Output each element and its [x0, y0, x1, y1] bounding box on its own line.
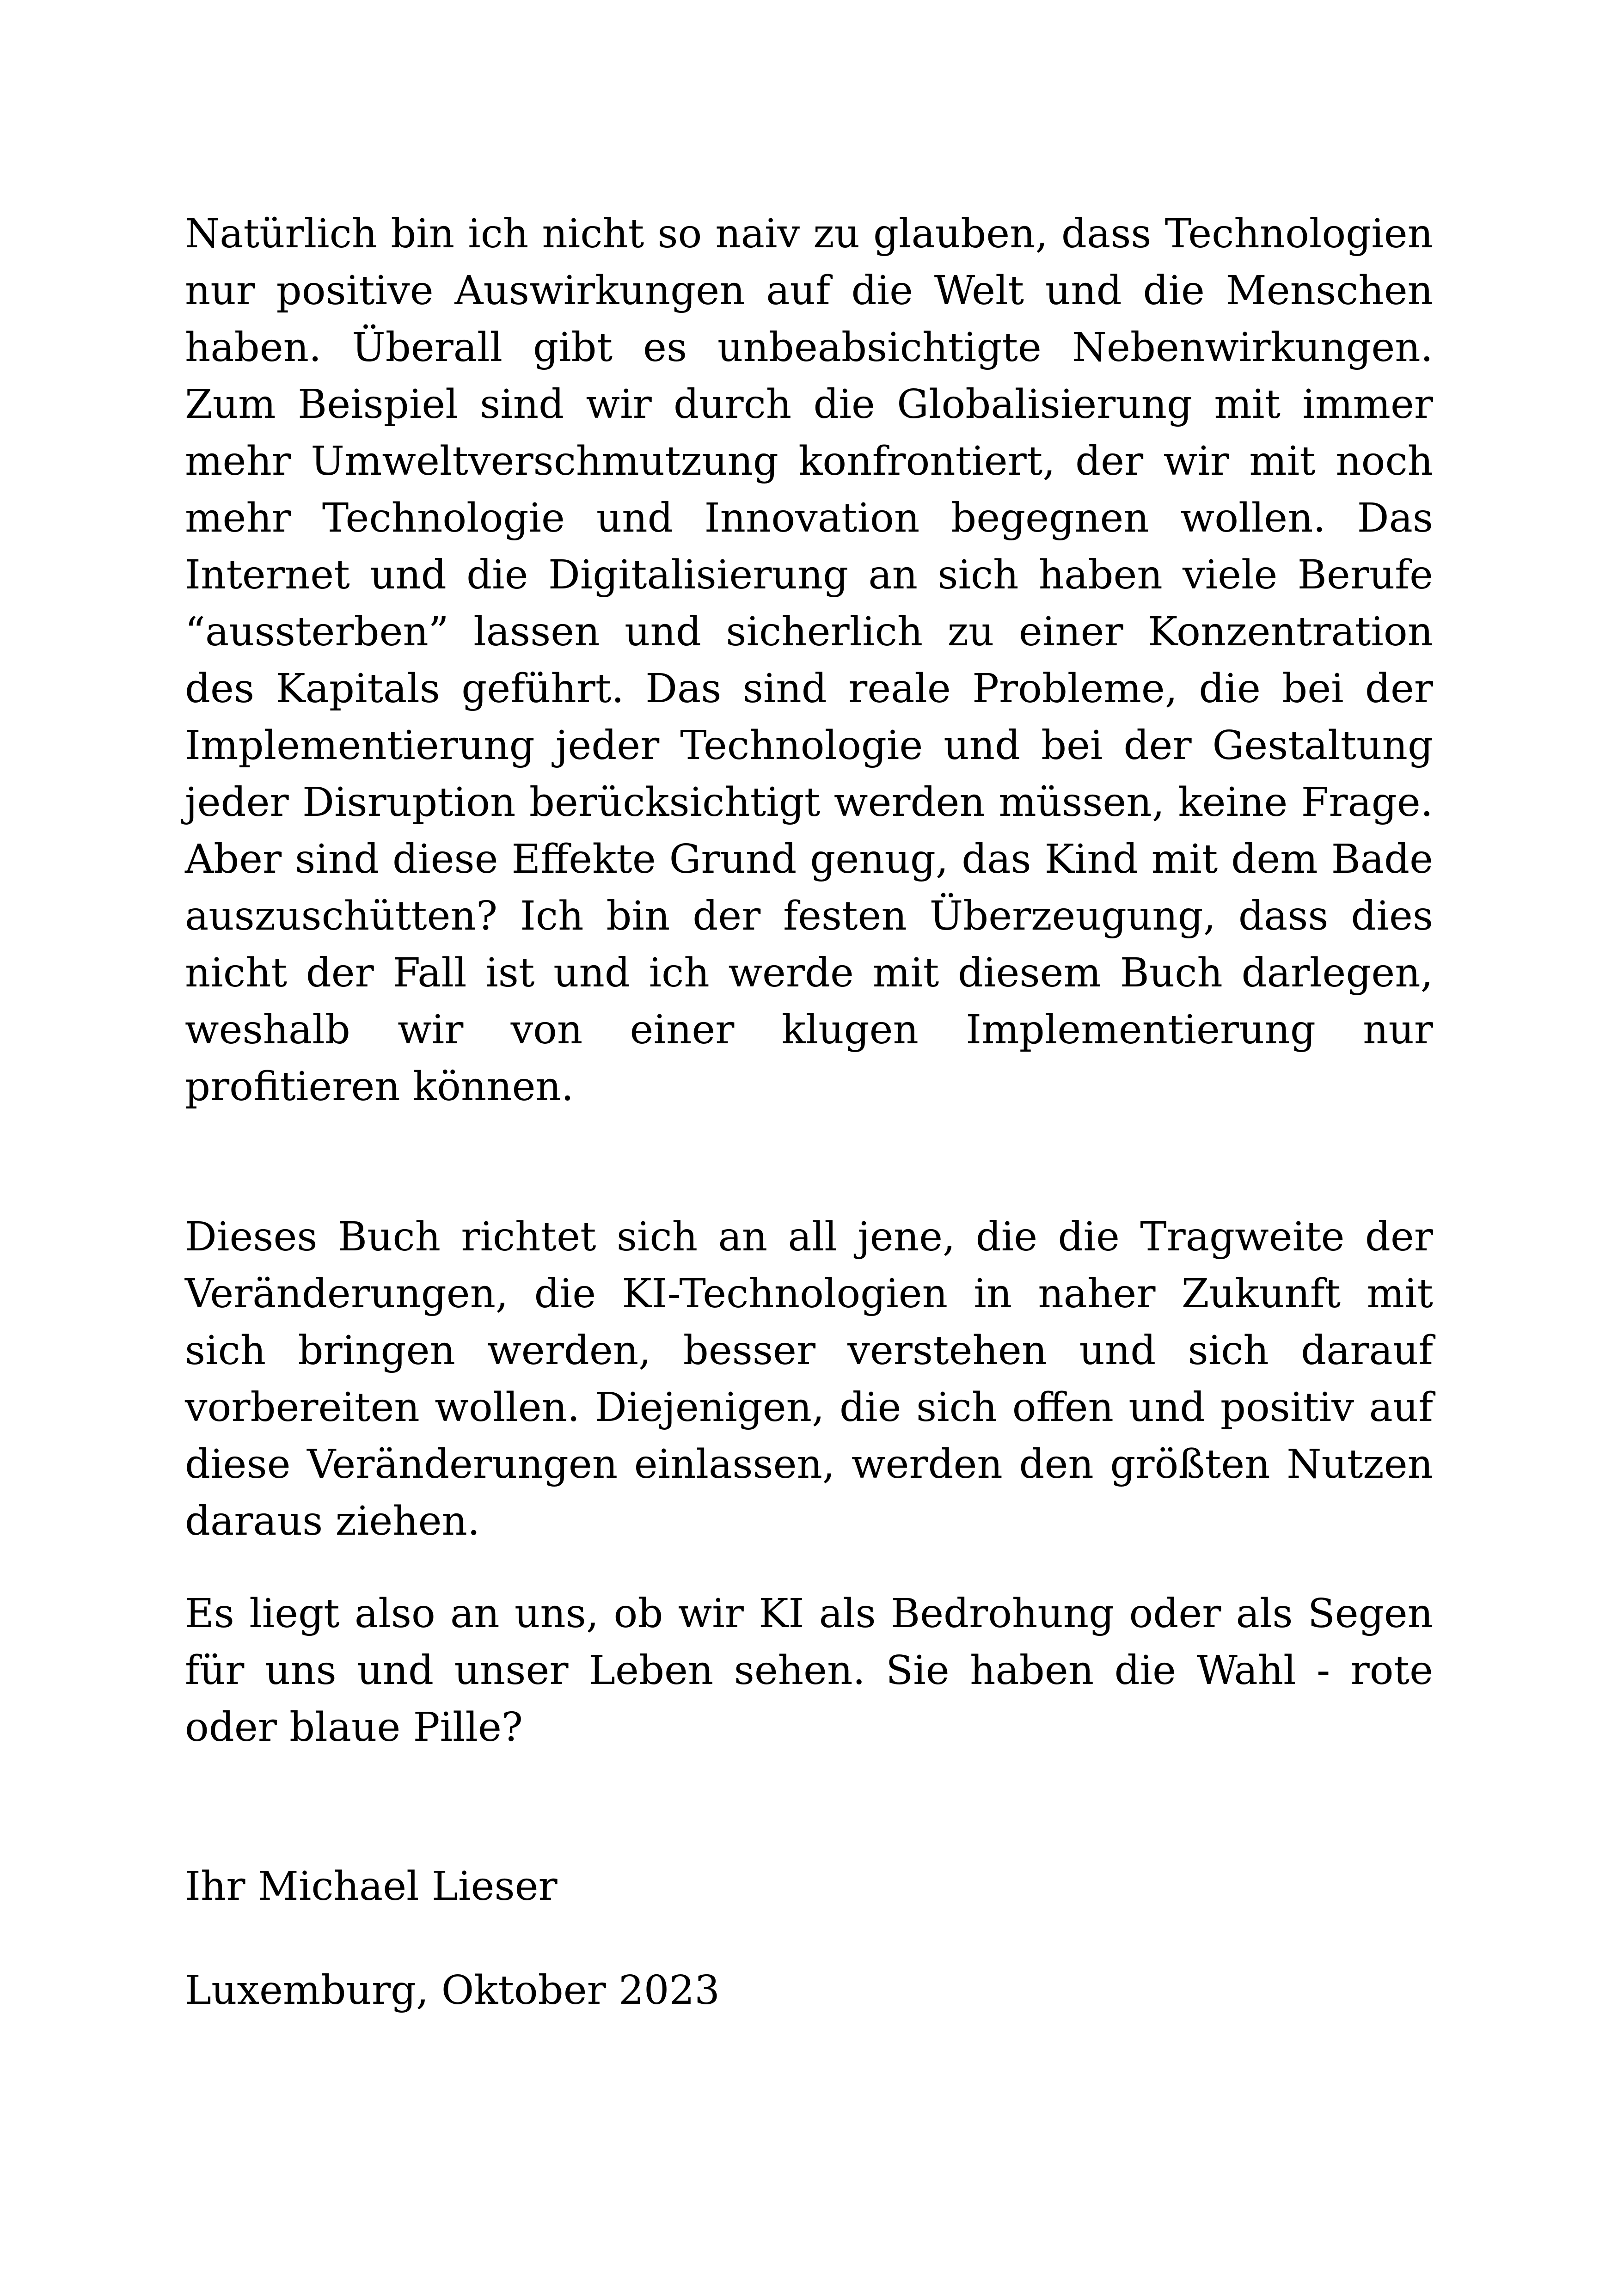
paragraph-text: Es liegt also an uns, ob wir KI als Bedrohung oder als Segen für uns und unser Leben sehen. Sie haben die Wahl - rote oder blaue Pille?: [185, 1591, 1433, 1751]
body-paragraph-1: [185, 206, 1433, 1115]
body-paragraph-3: [185, 1586, 1433, 1756]
paragraph-text: Natürlich bin ich nicht so naiv zu glauben, dass Technologien nur positive Auswirkungen auf die Welt und die Menschen haben. Überall gibt es unbeabsichtigte Nebenwirkungen. Zum Beispiel sind wir durch die Globalisierung mit immer mehr Umweltverschmutzung konfrontiert, der wir mit noch mehr Technologie und Innovation begegnen wollen. Das Internet und die Digitalisierung an sich haben viele Berufe “aussterben” lassen und sicherlich zu einer Konzentration des Kapitals geführt. Das sind reale Probleme, die bei der Implementierung jeder Technologie und bei der Gestaltung jeder Disruption berücksichtigt werden müssen, keine Frage. Aber sind diese Effekte Grund genug, das Kind mit dem Bade auszuschütten? Ich bin der festen Überzeugung, dass dies nicht der Fall ist und ich werde mit diesem Buch darlegen, weshalb wir von einer klugen Implementierung nur profitieren können.: [185, 211, 1433, 1110]
paragraph-text: Dieses Buch richtet sich an all jene, die die Tragweite der Veränderungen, die KI-Technologien in naher Zukunft mit sich bringen werden, besser verstehen und sich darauf vorbereiten wollen. Diejenigen, die sich offen und positiv auf diese Veränderungen einlassen, werden den größten Nutzen daraus ziehen.: [185, 1214, 1433, 1544]
signature-place-date: Luxemburg, Oktober 2023: [185, 1967, 720, 2014]
signature-name: Ihr Michael Lieser: [185, 1863, 558, 1910]
body-paragraph-2: [185, 1209, 1433, 1550]
